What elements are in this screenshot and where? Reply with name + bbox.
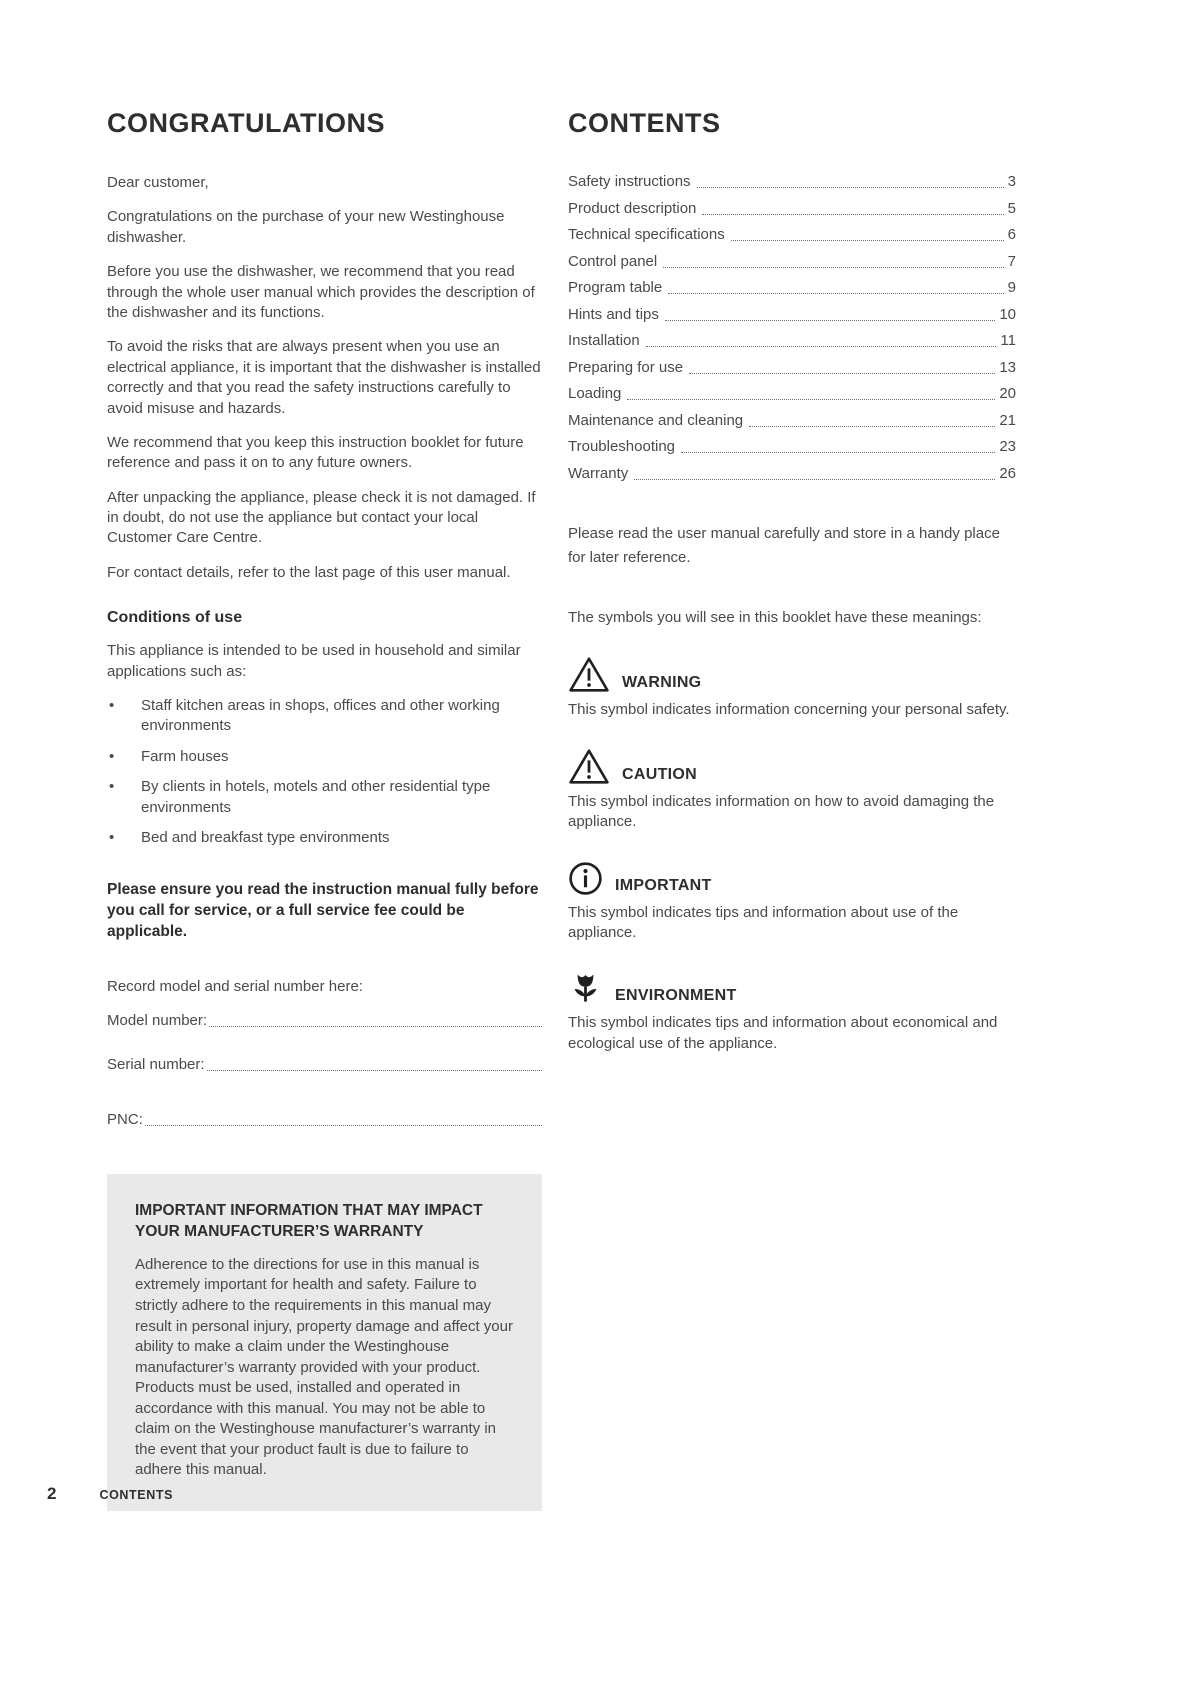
conditions-of-use-heading: Conditions of use [107,609,243,627]
toc-row [568,279,1016,296]
tulip-icon [568,971,603,1006]
symbol-warning-block [568,656,1016,720]
pnc-label: PNC: [107,1110,143,1128]
toc-entry-page: 3 [1007,173,1016,190]
dotted-leader [689,373,995,374]
toc-entry-page: 7 [1007,252,1016,270]
paragraph: After unpacking the appliance, please check it is not damaged. If in doubt, do not use the appliance but contact your local Customer Care Centre. [107,488,536,547]
toc-row [568,332,1016,349]
congratulations-title: CONGRATULATIONS [107,108,385,138]
left-column [107,108,542,1511]
serial-number-field [107,1056,542,1073]
dotted-leader [697,187,1004,188]
toc-entry-label: Troubleshooting [568,438,676,455]
toc-entry-label: Safety instructions [568,173,691,190]
paragraph: For contact details, refer to the last page of this user manual. [107,563,511,581]
right-column [568,108,1016,1511]
toc-entry-page: 26 [999,464,1016,482]
dotted-leader [209,1026,542,1027]
symbol-important-block [568,861,1016,944]
toc-row [568,226,1016,243]
symbol-label: CAUTION [622,765,697,783]
symbol-label: WARNING [622,673,702,691]
toc-entry-label: Maintenance and cleaning [568,411,744,429]
footer-section-label: CONTENTS [99,1488,174,1502]
toc-entry-label: Technical specifications [568,226,725,243]
symbol-label: IMPORTANT [615,876,712,894]
toc-entry-label: Program table [568,279,663,296]
toc-entry-page: 13 [999,358,1016,376]
page-number: 2 [47,1484,57,1503]
paragraph: Congratulations on the purchase of your new Westinghouse dishwasher. [107,208,505,246]
list-item: • Staff kitchen areas in shops, offices and other working environments [107,696,542,737]
table-of-contents [568,173,1016,482]
page-footer [47,1484,173,1504]
toc-entry-page: 5 [1007,199,1016,217]
toc-entry-page: 6 [1007,226,1016,243]
toc-entry-page: 10 [999,305,1016,323]
toc-row [568,173,1016,190]
dotted-leader [749,426,995,427]
toc-entry-label: Product description [568,199,697,217]
pnc-field [107,1111,542,1128]
read-manual-note: Please read the user manual carefully and store in a handy place for later reference. [568,524,1000,567]
toc-entry-label: Installation [568,332,640,349]
symbol-caution-block [568,748,1016,833]
dotted-leader [665,320,995,321]
toc-row [568,465,1016,482]
info-circle-icon [568,861,603,896]
toc-entry-label: Warranty [568,464,629,482]
toc-row [568,200,1016,217]
serial-number-label: Serial number: [107,1055,205,1073]
model-number-label: Model number: [107,1011,208,1029]
record-intro: Record model and serial number here: [107,978,363,996]
warning-triangle-icon [568,656,610,693]
contents-title: CONTENTS [568,108,721,138]
paragraph: To avoid the risks that are always present when you use an electrical appliance, it is important that the dishwasher is installed correctly and that you read the safety instructions carefully to avoid misuse and hazards. [107,338,541,417]
toc-row [568,438,1016,455]
toc-entry-label: Preparing for use [568,358,684,376]
paragraph: Dear customer, [107,174,209,191]
dotted-leader [627,399,995,400]
dotted-leader [207,1070,542,1071]
toc-entry-page: 9 [1007,279,1016,296]
toc-row [568,306,1016,323]
warranty-box-title: IMPORTANT INFORMATION THAT MAY IMPACT YOUR MANUFACTURER’S WARRANTY [135,1201,483,1241]
symbol-label: ENVIRONMENT [615,987,737,1005]
toc-entry-page: 11 [1000,332,1016,349]
conditions-intro: This appliance is intended to be used in household and similar applications such as: [107,642,521,680]
dotted-leader [634,479,995,480]
toc-row [568,359,1016,376]
toc-row [568,385,1016,402]
toc-row [568,412,1016,429]
toc-row [568,253,1016,270]
symbol-description: This symbol indicates tips and information about economical and ecological use of the appliance. [568,1014,998,1052]
symbol-description: This symbol indicates tips and information about use of the appliance. [568,903,959,942]
symbol-description: This symbol indicates information concerning your personal safety. [568,700,1010,718]
toc-entry-label: Hints and tips [568,305,659,323]
dotted-leader [702,214,1003,215]
list-item: • By clients in hotels, motels and other residential type environments [107,777,542,818]
model-number-field [107,1012,542,1029]
symbols-intro-note: The symbols you will see in this booklet have these meanings: [568,609,982,626]
toc-entry-page: 23 [999,438,1016,455]
warranty-important-box [107,1174,542,1511]
paragraph: We recommend that you keep this instruction booklet for future reference and pass it on to any future owners. [107,433,524,472]
conditions-bullet-list [107,696,542,848]
warning-triangle-icon [568,748,610,785]
paragraph: Before you use the dishwasher, we recommend that you read through the whole user manual which provides the description of the dishwasher and its functions. [107,263,535,321]
toc-entry-label: Control panel [568,252,658,270]
toc-entry-page: 20 [999,385,1016,402]
dotted-leader [646,346,997,347]
dotted-leader [668,293,1003,294]
symbol-environment-block [568,971,1016,1054]
symbol-description: This symbol indicates information on how to avoid damaging the appliance. [568,792,995,831]
list-item: • Bed and breakfast type environments [107,828,542,848]
dotted-leader [663,267,1003,268]
dotted-leader [731,240,1004,241]
service-notice: Please ensure you read the instruction manual fully before you call for service, or a full service fee could be applicable. [107,881,539,941]
dotted-leader [681,452,995,453]
toc-entry-label: Loading [568,385,622,402]
warranty-box-body: Adherence to the directions for use in this manual is extremely important for health and safety. Failure to strictly adhere to the requirements in this manual may result in personal injury, property damage and affect your ability to make a claim under the Westinghouse manufacturer’s warranty provided with your product. Products must be used, installed and operated in accordance with this manual. You may not be able to claim on the Westinghouse manufacturer’s warranty in the event that your product fault is due to failure to adhere this manual. [135,1255,513,1479]
list-item: • Farm houses [107,747,542,767]
dotted-leader [145,1125,542,1126]
toc-entry-page: 21 [999,411,1016,429]
